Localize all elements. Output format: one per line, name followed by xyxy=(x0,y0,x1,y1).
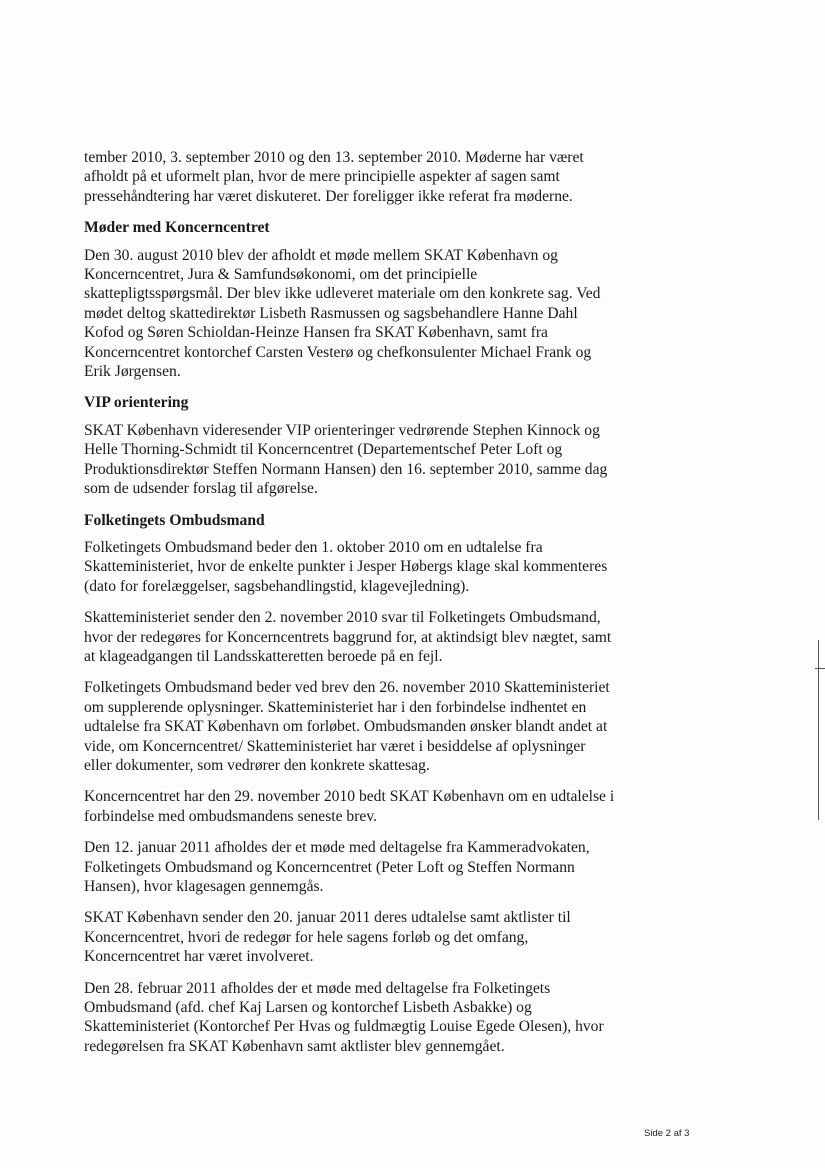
paragraph-ombudsmand-26-november: Folketingets Ombudsmand beder ved brev den 26. november 2010 Skatteministeriet om supplerende oplysninger. Skatteministeriet har i den forbindelse indhentet en udtalelse fra SKAT København om forløbet. Ombudsmanden ønsker blandt andet at vide, om Koncerncentret/ Skatteministeriet har været i besiddelse af oplysninger eller dokumenter, som vedrører den konkrete skattesag. xyxy=(84,679,610,774)
page-number: Side 2 af 3 xyxy=(644,1128,690,1139)
paragraph-12-januar: Den 12. januar 2011 afholdes der et møde med deltagelse fra Kammeradvokaten, Folketingets Ombudsmand og Koncerncentret (Peter Loft og Steffen Normann Hansen), hvor klagesagen gennemgås. xyxy=(84,839,590,895)
heading-koncerncentret: Møder med Koncerncentret xyxy=(84,219,270,237)
paragraph-20-januar: SKAT København sender den 20. januar 2011 deres udtalelse samt aktlister til Koncerncentret, hvori de redegør for hele sagens forløb og det omfang, Koncerncentret har været involveret. xyxy=(84,909,571,966)
paragraph-28-februar: Den 28. februar 2011 afholdes der et møde med deltagelse fra Folketingets Ombudsmand (afd. chef Kaj Larsen og kontorchef Lisbeth Asbakke) og Skatteministeriet (Kontorchef Per Hvas og fuldmægtig Louise Egede Olesen), hvor redegørelsen fra SKAT København samt aktlister blev gennemgået. xyxy=(84,979,604,1055)
paragraph-vip: SKAT København videresender VIP orienteringer vedrørende Stephen Kinnock og Helle Thorning-Schmidt til Koncerncentret (Departementschef Peter Loft og Produktionsdirektør Steffen Normann Hansen) den 16. september 2010, samme dag som de udsender forslag til afgørelse. xyxy=(84,421,608,498)
paragraph-ombudsmand-1-oktober: Folketingets Ombudsmand beder den 1. oktober 2010 om en udtalelse fra Skatteministeriet, hvor de enkelte punkter i Jesper Høbergs klage skal kommenteres (dato for forelæggelser, sagsbehandlingstid, klagevejledning). xyxy=(84,538,608,595)
paragraph-koncerncentret-29-november: Koncerncentret har den 29. november 2010 bedt SKAT København om en udtalelse i forbindelse med ombudsmandens seneste brev. xyxy=(84,788,615,825)
document-body xyxy=(84,148,616,1068)
paragraph-meeting-30-august: Den 30. august 2010 blev der afholdt et møde mellem SKAT København og Koncerncentret, Jura & Samfundsøkonomi, om det principielle skattepligtsspørgsmål. Der blev ikke udleveret materiale om den konkrete sag. Ved mødet deltog skattedirektør Lisbeth Rasmussen og sagsbehandlere Hanne Dahl Kofod og Søren Schioldan-Heinze Hansen fra SKAT København, samt fra Koncerncentret kontorchef Carsten Vesterø og chefkonsulenter Michael Frank og Erik Jørgensen. xyxy=(84,246,601,381)
heading-ombudsmand: Folketingets Ombudsmand xyxy=(84,511,265,529)
scan-edge-tick xyxy=(815,668,825,669)
paragraph-ombudsmand-2-november: Skatteministeriet sender den 2. november 2010 svar til Folketingets Ombudsmand, hvor der redegøres for Koncerncentrets baggrund for, at aktindsigt blev nægtet, samt at klageadgangen til Landsskatteretten beroede på en fejl. xyxy=(84,609,612,665)
heading-vip-orientering: VIP orientering xyxy=(84,394,189,412)
scan-edge-line xyxy=(818,640,819,820)
paragraph-meetings-continued: tember 2010, 3. september 2010 og den 13. september 2010. Møderne har været afholdt på et uformelt plan, hvor de mere principielle aspekter af sagen samt pressehåndtering har været diskuteret. Der foreligger ikke referat fra møderne. xyxy=(84,149,584,205)
